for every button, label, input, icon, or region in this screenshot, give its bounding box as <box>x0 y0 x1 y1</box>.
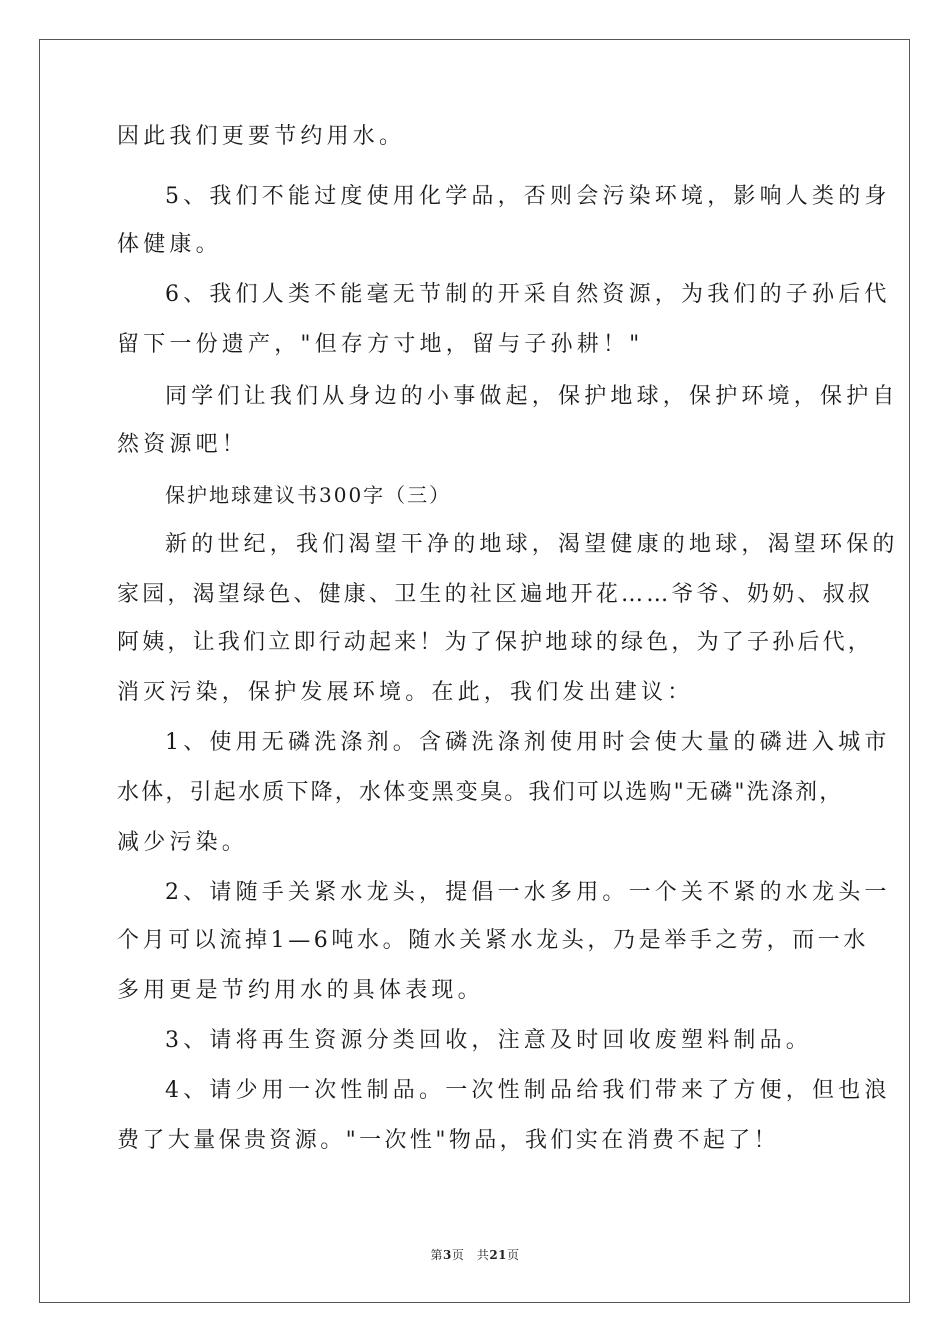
text-line: 2、请随手关紧水龙头，提倡一水多用。一个关不紧的水龙头一 <box>165 880 891 905</box>
current-page-number: 3 <box>442 1248 452 1262</box>
text-line: 家园，渴望绿色、健康、卫生的社区遍地开花……爷爷、奶奶、叔叔 <box>117 582 874 607</box>
text-line: 个月可以流掉1—6吨水。随水关紧水龙头，乃是举手之劳，而一水 <box>117 928 869 953</box>
text-line: 同学们让我们从身边的小事做起，保护地球，保护环境，保护自 <box>165 384 899 409</box>
text-line: 因此我们更要节约用水。 <box>117 124 406 149</box>
text-line: 3、请将再生资源分类回收，注意及时回收废塑料制品。 <box>165 1028 812 1053</box>
text-line: 消灭污染，保护发展环境。在此，我们发出建议： <box>117 680 694 705</box>
text-line: 1、使用无磷洗涤剂。含磷洗涤剂使用时会使大量的磷进入城市 <box>165 730 891 755</box>
text-line: 阿姨，让我们立即行动起来！为了保护地球的绿色，为了子孙后代， <box>117 630 874 655</box>
section-heading: 保护地球建议书300字（三） <box>165 483 452 507</box>
footer-prefix: 第 <box>430 1248 443 1262</box>
text-line: 费了大量保贵资源。"一次性"物品，我们实在消费不起了！ <box>117 1128 780 1153</box>
text-line: 水体，引起水质下降，水体变黑变臭。我们可以选购"无磷"洗涤剂， <box>117 780 844 805</box>
text-line: 6、我们人类不能毫无节制的开采自然资源，为我们的子孙后代 <box>165 282 891 307</box>
page-border <box>39 39 910 1303</box>
text-line: 然资源吧！ <box>117 432 249 457</box>
text-line: 留下一份遗产，"但存方寸地，留与子孙耕！" <box>117 332 644 357</box>
text-line: 5、我们不能过度使用化学品，否则会污染环境，影响人类的身 <box>165 184 891 209</box>
text-line: 4、请少用一次性制品。一次性制品给我们带来了方便，但也浪 <box>165 1078 891 1103</box>
page-footer <box>0 1246 950 1263</box>
text-line: 多用更是节约用水的具体表现。 <box>117 978 484 1003</box>
total-pages-number: 21 <box>489 1248 508 1262</box>
text-line: 体健康。 <box>117 232 222 257</box>
footer-middle: 页 共 <box>451 1248 490 1262</box>
footer-suffix: 页 <box>507 1248 520 1262</box>
text-line: 减少污染。 <box>117 830 249 855</box>
text-line: 新的世纪，我们渴望干净的地球，渴望健康的地球，渴望环保的 <box>165 532 899 557</box>
